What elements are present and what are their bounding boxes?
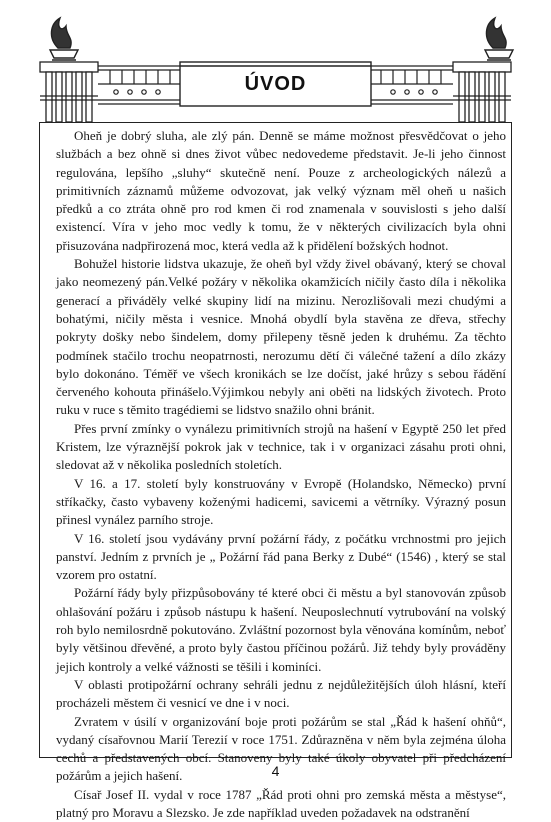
right-column-cluster: [453, 62, 511, 122]
left-column-cluster: [40, 62, 98, 122]
paragraph-9: Císař Josef II. vydal v roce 1787 „Řád proti ohni pro zemská města a městyse“, platný pro Moravu a Slezsko. Je zde například uveden požadavek na odstranění: [56, 786, 506, 820]
paragraph-4: V 16. a 17. století byly konstruovány v Evropě (Holandsko, Německo) první stříkačky, často vybaveny koženými hadicemi, savicemi a větrníky. Výrazný posun přinesl vynález parního stroje.: [56, 475, 506, 528]
decorative-header-ornament: [0, 0, 551, 130]
paragraph-8: Zvratem v úsilí v organizování boje proti požárům se stal „Řád k hašení ohňů“, vydaný císařovnou Marií Terezií v roce 1751. Zdůrazněna v něm byla zejména úloha cechů a představených obcí. Stanoveny byly také úkoly obyvatel při předcházení požárům a jejich hašení.: [56, 713, 506, 784]
right-frieze: [371, 66, 453, 104]
paragraph-1: Oheň je dobrý sluha, ale zlý pán. Denně se máme možnost přesvědčovat o jeho službách a bez ohně si dnes život vůbec nedovedeme představit. Je-li jeho činnost regulována, lepšího „sluhy“ skutečně není. Pouze z archeologických nálezů a primitivních záznamů můžeme odvozovat, jak velký význam měl oheň u našich předků a co ztráta ohně pro rod kmen či rod znamenala v souvislosti s jeho další existencí. Víra v jeho moc vedly k tomu, že v některých civilizacích byla ohni přisuzována nadpřirozená moc, která vedla až k přidělení božských hodnot.: [56, 128, 506, 253]
body-text: [56, 127, 506, 822]
paragraph-2: Bohužel historie lidstva ukazuje, že oheň byl vždy živel obávaný, který se choval jako neomezený pán.Velké požáry v několika okamžicích ničily často díla i několika generací a přiváděly velké skupiny lidí na mizinu. Nerozlišovali mezi chudými a bohatými, ničily města i vesnice. Mnohá obydlí byla stavěna ze dřeva, střechy pokryty došky nebo šindelem, domy přilepeny těsně jeden k druhému. Za těchto podmínek stačilo trochu neopatrnosti, nerozumu dětí či válečné tažení a dílo zkázy bylo dokonáno. Téměř ve všech kronikách se lze dočíst, jaké hrůzy s sebou řádění červeného kohouta přinášelo.Výjimkou nebyly ani oběti na lidských životech. Proto ruku v ruce s těmito tragédiemi se lidstvo snažilo ohni bránit.: [56, 256, 506, 418]
right-flame-icon: [485, 18, 513, 60]
left-flame-icon: [50, 18, 78, 60]
paragraph-3: Přes první zmínky o vynálezu primitivních strojů na hašení v Egyptě 250 let před Kristem, lze výraznější pokrok jak v technice, tak i v organizaci zásahu proti ohni, sledovat až v několika posledních stoletích.: [56, 420, 506, 473]
page-title: ÚVOD: [244, 73, 307, 95]
paragraph-6: Požární řády byly přizpůsobovány té které obci či městu a byl stanovován způsob ohlašování požáru i způsob nástupu k hašení. Neuposlechnutí vytrubování na volský roh bylo nemilosrdně pokutováno. Zvláštní pozornost byla věnována komínům, neboť byly většinou dřevěné, a proto byly častou příčinou požárů. Již tehdy byly prováděny jejich kontroly a velké vážnosti se těšili i kominíci.: [56, 585, 506, 674]
paragraph-7: V oblasti protipožární ochrany sehráli jednu z nejdůležitějších úloh hlásní, kteří procházeli městem či vesnicí ve dne i v noci.: [56, 676, 506, 711]
paragraph-5: V 16. století jsou vydávány první požární řády, z počátku vrchnostmi pro jejich panství. Jedním z prvních je „ Požární řád pana Berky z Dubé“ (1546) , který se stal vzorem pro ostatní.: [56, 530, 506, 583]
left-frieze: [98, 66, 180, 104]
page-number: 4: [271, 763, 280, 779]
